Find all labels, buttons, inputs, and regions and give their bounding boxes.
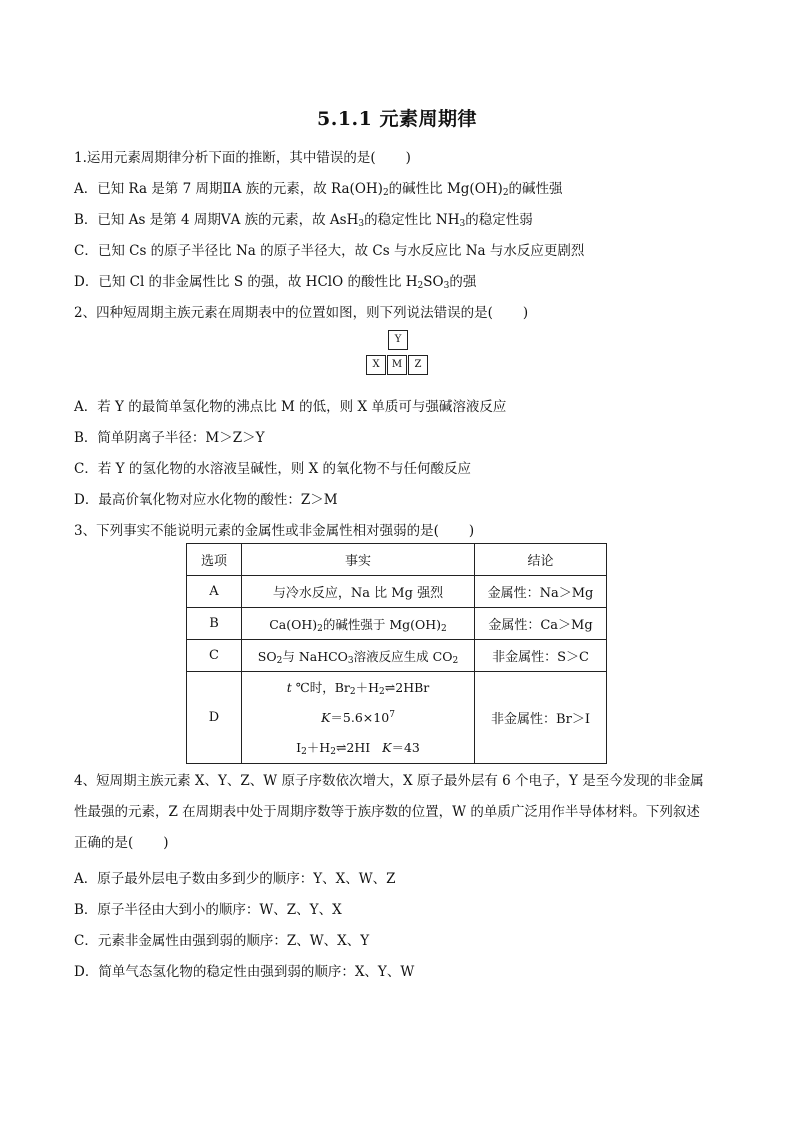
- row-d-fact: [242, 672, 475, 764]
- table-row: [187, 640, 607, 672]
- periodic-table-diagram: [366, 330, 430, 376]
- header-option: 选项: [187, 544, 242, 576]
- row-d-fact-line2: $K=5.6\times 10^7$: [321, 709, 395, 725]
- q4-option-a: A．原子最外层电子数由多到少的顺序：Y、X、W、Z: [74, 871, 396, 887]
- q2-option-d: D．最高价氧化物对应水化物的酸性：Z＞M: [74, 492, 338, 508]
- row-d-option: D: [187, 672, 242, 764]
- q1-stem: 1.运用元素周期律分析下面的推断，其中错误的是( ): [74, 150, 411, 166]
- row-c-conclusion: 非金属性：S＞C: [475, 640, 607, 672]
- row-a-fact: 与冷水反应，Na 比 Mg 强烈: [242, 576, 475, 608]
- row-c-option: C: [187, 640, 242, 672]
- cell-x: X: [366, 355, 386, 375]
- q2-stem: 2、四种短周期主族元素在周期表中的位置如图，则下列说法错误的是( ): [74, 305, 529, 321]
- q3-stem: 3、下列事实不能说明元素的金属性或非金属性相对强弱的是( ): [74, 523, 475, 539]
- row-b-conclusion: 金属性：Ca＞Mg: [475, 608, 607, 640]
- row-a-option: A: [187, 576, 242, 608]
- q1-option-d: D．已知 Cl 的非金属性比 S 的强，故 HClO 的酸性比 $H_2SO_3$的强: [74, 274, 477, 291]
- page-title: 5.1.1 元素周期律: [316, 108, 477, 130]
- header-conclusion: 结论: [475, 544, 607, 576]
- table-row: [187, 576, 607, 608]
- cell-y: Y: [388, 330, 408, 350]
- q4-option-d: D．简单气态氢化物的稳定性由强到弱的顺序：X、Y、W: [74, 964, 415, 980]
- q2-option-b: B．简单阴离子半径：M＞Z＞Y: [74, 430, 265, 446]
- q4-option-b: B．原子半径由大到小的顺序：W、Z、Y、X: [74, 902, 342, 918]
- row-c-fact: $SO_2$与 NaHCO$_3$溶液反应生成 $CO_2$: [242, 640, 475, 672]
- table-row: [187, 672, 607, 764]
- header-fact: 事实: [242, 544, 475, 576]
- facts-table: [186, 543, 607, 764]
- equilibrium-arrow-icon: ⇌: [335, 739, 347, 755]
- q1-option-c: C．已知 Cs 的原子半径比 Na 的原子半径大，故 Cs 与水反应比 Na 与水反应更剧烈: [74, 243, 585, 259]
- q1-option-a: A．已知 Ra 是第 7 周期ⅡA 族的元素，故 $Ra(OH)_2$的碱性比 $Mg(OH)_2$的碱性强: [74, 181, 563, 198]
- row-d-conclusion: 非金属性：Br＞I: [475, 672, 607, 764]
- equilibrium-arrow-icon: ⇌: [384, 679, 396, 695]
- q2-option-c: C．若 Y 的氢化物的水溶液呈碱性，则 X 的氧化物不与任何酸反应: [74, 461, 472, 477]
- row-a-conclusion: 金属性：Na＞Mg: [475, 576, 607, 608]
- q4-option-c: C．元素非金属性由强到弱的顺序：Z、W、X、Y: [74, 933, 370, 949]
- cell-m: M: [387, 355, 407, 375]
- row-d-fact-line3: $I_2+H_2\rightleftharpoons 2HI$ K＝43: [296, 739, 420, 757]
- cell-z: Z: [408, 355, 428, 375]
- row-b-fact: $Ca(OH)_2$的碱性强于 $Mg(OH)_2$: [242, 608, 475, 640]
- q2-option-a: A．若 Y 的最简单氢化物的沸点比 M 的低，则 X 单质可与强碱溶液反应: [74, 399, 507, 415]
- q4-stem: 4、短周期主族元素 X、Y、Z、W 原子序数依次增大，X 原子最外层有 6 个电子，Y 是至今发现的非金属 性最强的元素，Z 在周期表中处于周期序数等于族序数的位置，W 的单质广泛用作半导体材料。下列叙述 正确的是( ): [74, 773, 704, 851]
- q1-option-b: B．已知 As 是第 4 周期ⅤA 族的元素，故 AsH$_3$的稳定性比 $NH_3$的稳定性弱: [74, 212, 533, 229]
- table-row: [187, 608, 607, 640]
- table-header-row: [187, 544, 607, 576]
- row-d-fact-line1: t ℃时，$Br_2+H_2\rightleftharpoons 2HBr$: [286, 679, 430, 697]
- row-b-option: B: [187, 608, 242, 640]
